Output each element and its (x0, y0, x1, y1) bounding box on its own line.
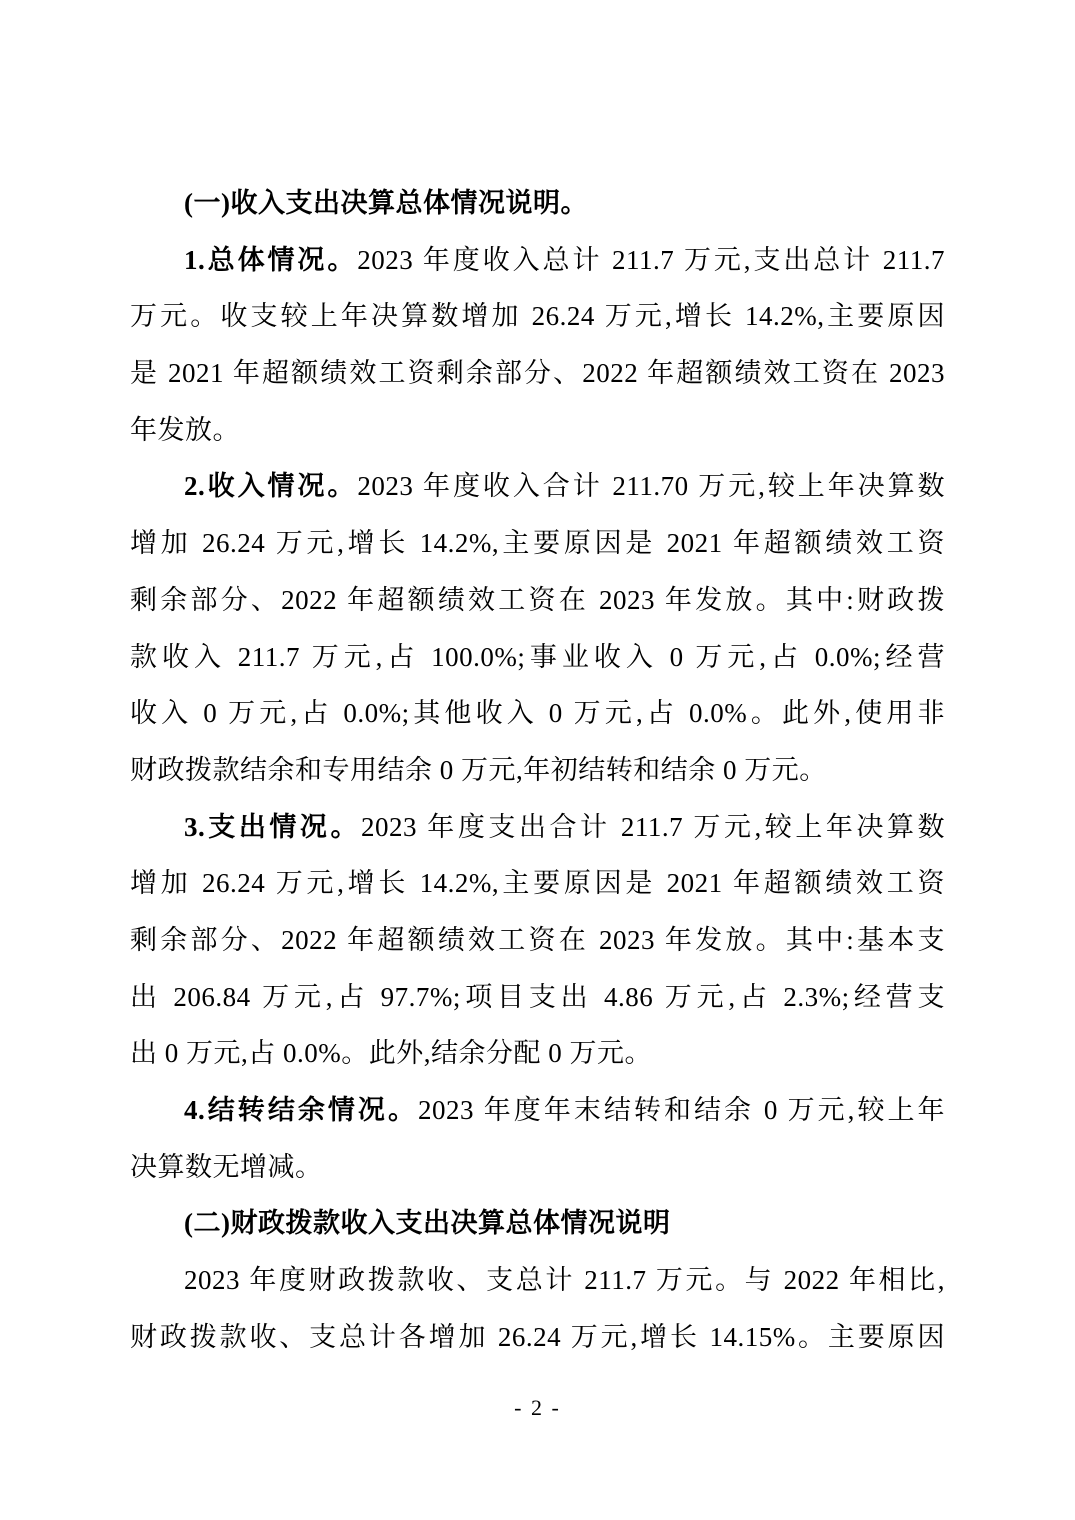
paragraph-3-label: 3.支出情况。 (184, 811, 362, 842)
page-number: - 2 - (514, 1395, 561, 1420)
text-line (130, 1025, 945, 1082)
text-line-text: 款收入 211.7 万元,占 100.0%;事业收入 0 万元,占 0.0%;经营 (130, 641, 945, 672)
text-line (130, 1309, 945, 1366)
section-heading-2 (130, 1195, 945, 1252)
text-line (130, 402, 945, 459)
text-line (130, 345, 945, 402)
text-line-text: 是 2021 年超额绩效工资剩余部分、2022 年超额绩效工资在 2023 (130, 358, 945, 389)
text-line-text: 出 0 万元,占 0.0%。此外,结余分配 0 万元。 (130, 1038, 652, 1069)
text-line-text: 2023 年度财政拨款收、支总计 211.7 万元。与 2022 年相比, (184, 1265, 945, 1296)
document-content (130, 175, 945, 1365)
paragraph-4-label: 4.结转结余情况。 (184, 1095, 418, 1125)
text-line (130, 515, 945, 572)
text-line-text: 2023 年度收入总计 211.7 万元,支出总计 211.7 (357, 244, 945, 275)
text-line (130, 458, 945, 515)
text-line (130, 685, 945, 742)
text-line (130, 572, 945, 629)
text-line-text: 万元。收支较上年决算数增加 26.24 万元,增长 14.2%,主要原因 (130, 301, 945, 332)
text-line (130, 1082, 945, 1139)
section-heading-2-text: (二)财政拨款收入支出决算总体情况说明 (184, 1208, 671, 1239)
section-heading-1-text: (一)收入支出决算总体情况说明。 (184, 188, 588, 218)
text-line (130, 855, 945, 912)
text-line-text: 剩余部分、2022 年超额绩效工资在 2023 年发放。其中:基本支 (130, 924, 945, 955)
text-line (130, 288, 945, 345)
text-line-text: 增加 26.24 万元,增长 14.2%,主要原因是 2021 年超额绩效工资 (130, 528, 945, 559)
text-line-text: 2023 年度支出合计 211.7 万元,较上年决算数 (361, 811, 945, 842)
text-line-text: 收入 0 万元,占 0.0%;其他收入 0 万元,占 0.0%。此外,使用非 (130, 698, 945, 729)
text-line-text: 剩余部分、2022 年超额绩效工资在 2023 年发放。其中:财政拨 (130, 584, 945, 615)
text-line-text: 增加 26.24 万元,增长 14.2%,主要原因是 2021 年超额绩效工资 (130, 868, 945, 899)
text-line-text: 年发放。 (130, 414, 240, 445)
text-line-text: 决算数无增减。 (130, 1151, 323, 1182)
text-line (130, 1139, 945, 1196)
section-heading-1 (130, 175, 945, 232)
text-line-text: 财政拨款收、支总计各增加 26.24 万元,增长 14.15%。主要原因 (130, 1321, 945, 1352)
paragraph-1-label: 1.总体情况。 (184, 244, 358, 275)
text-line-text: 出 206.84 万元,占 97.7%;项目支出 4.86 万元,占 2.3%;经营支 (130, 981, 945, 1012)
text-line (130, 912, 945, 969)
text-line-text: 2023 年度收入合计 211.70 万元,较上年决算数 (357, 471, 945, 502)
text-line (130, 1252, 945, 1309)
text-line (130, 799, 945, 856)
text-line-text: 2023 年度年末结转和结余 0 万元,较上年 (418, 1095, 945, 1125)
text-line (130, 232, 945, 289)
text-line (130, 629, 945, 686)
paragraph-2-label: 2.收入情况。 (184, 471, 358, 502)
text-line-text: 财政拨款结余和专用结余 0 万元,年初结转和结余 0 万元。 (130, 754, 827, 785)
text-line (130, 742, 945, 799)
text-line (130, 969, 945, 1026)
